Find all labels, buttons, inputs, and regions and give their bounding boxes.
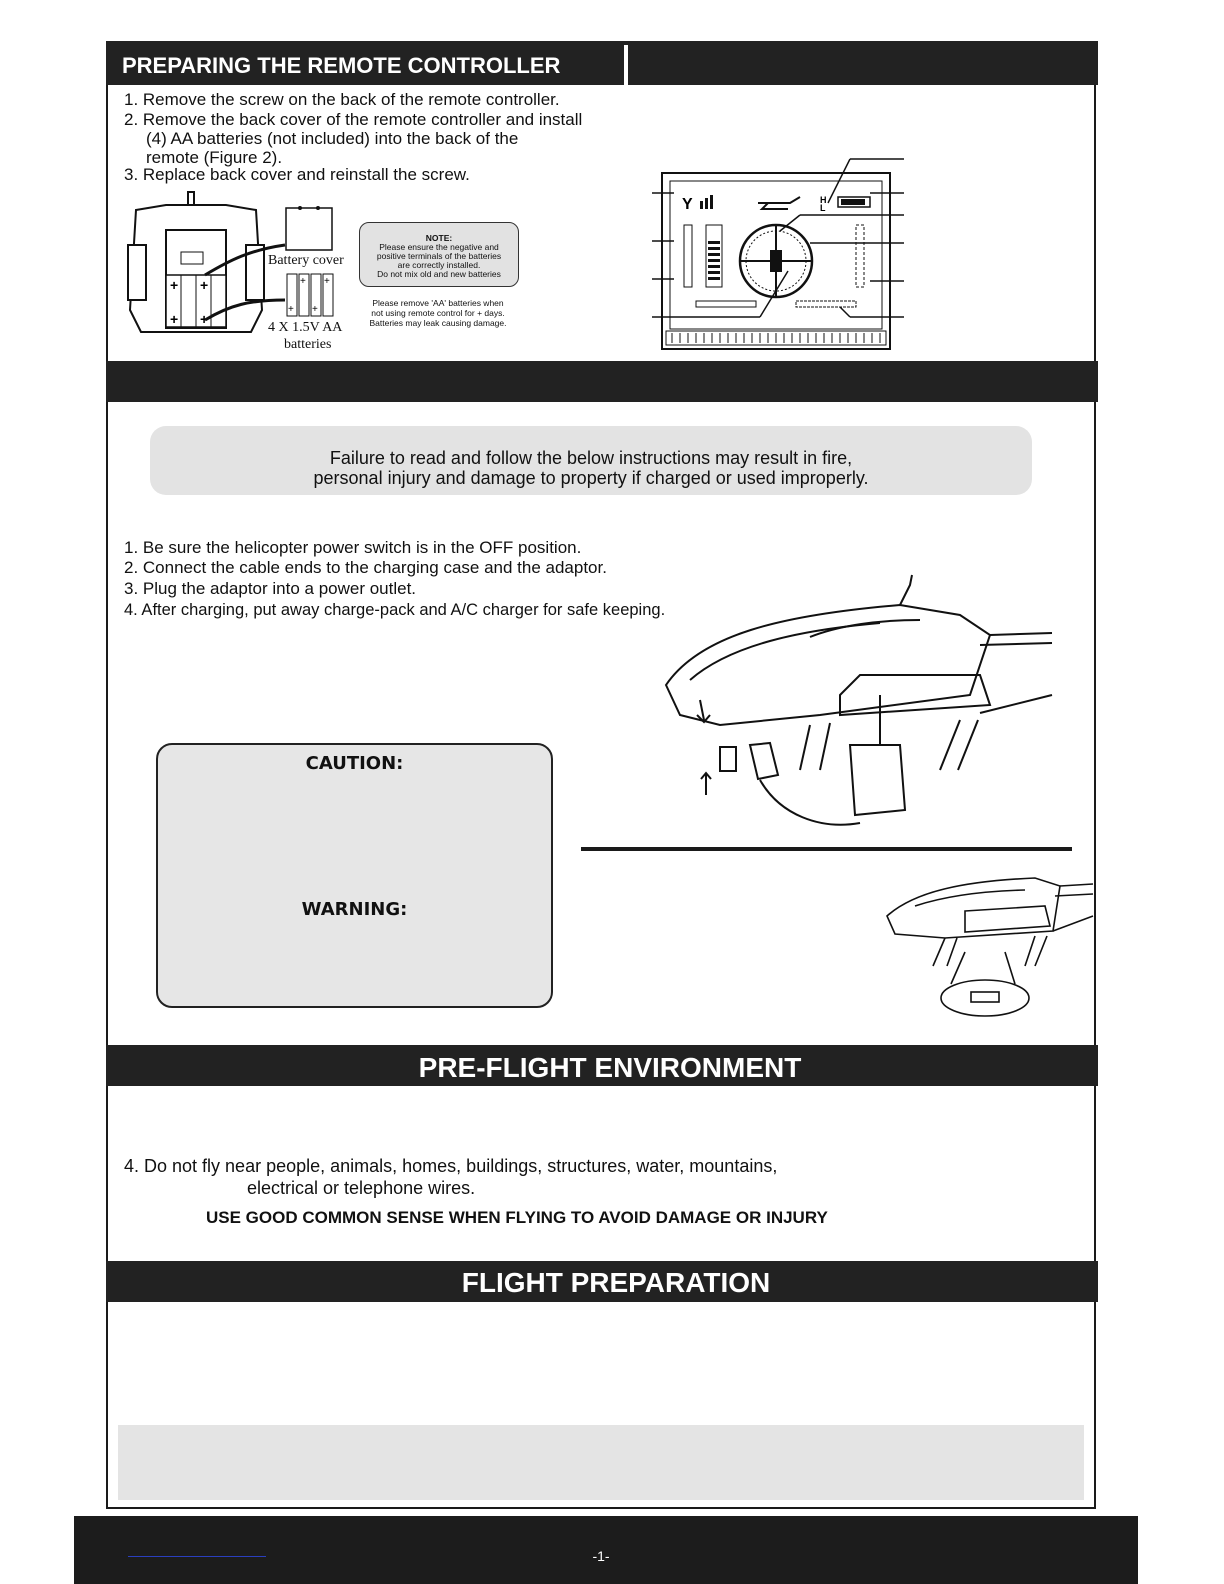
warning-label: WARNING: xyxy=(301,899,408,920)
remote-step-2c: remote (Figure 2). xyxy=(146,148,283,167)
svg-text:+: + xyxy=(200,277,209,293)
svg-text:+: + xyxy=(300,276,306,287)
note-line-3: are correctly installed. xyxy=(397,260,481,270)
remove-note-1: Please remove 'AA' batteries when xyxy=(372,298,504,308)
caution-warning-box xyxy=(156,743,553,1008)
batteries-icon xyxy=(285,272,335,318)
helicopter-charging-illustration xyxy=(660,575,1060,835)
preflight-item-4b: electrical or telephone wires. xyxy=(247,1178,476,1198)
charging-divider xyxy=(581,847,1072,851)
charging-step-1: 1. Be sure the helicopter power switch is in the OFF position. xyxy=(124,538,582,557)
remote-step-1: 1. Remove the screw on the back of the remote controller. xyxy=(124,90,560,109)
charging-warning-banner xyxy=(150,426,1032,495)
section-header-charging xyxy=(106,361,1098,402)
remove-note-3: Batteries may leak causing damage. xyxy=(369,318,507,328)
charging-step-2: 2. Connect the cable ends to the charging case and the adaptor. xyxy=(124,558,607,577)
remote-step-2b: (4) AA batteries (not included) into the back of the xyxy=(146,129,519,148)
svg-text:+: + xyxy=(200,311,209,327)
helicopter-connector-detail xyxy=(885,866,1095,1016)
note-box xyxy=(359,222,519,287)
warning-banner-line-2: personal injury and damage to property if charged or used improperly. xyxy=(313,468,869,488)
note-line-4: Do not mix old and new batteries xyxy=(377,269,501,279)
note-line-1: Please ensure the negative and xyxy=(379,242,499,252)
caution-label: CAUTION: xyxy=(305,753,404,774)
note-title: NOTE: xyxy=(425,233,453,243)
section-title-preflight: PRE-FLIGHT ENVIRONMENT xyxy=(418,1052,802,1083)
svg-text:+: + xyxy=(170,311,179,327)
svg-text:+: + xyxy=(324,276,330,287)
preflight-item-4: 4. Do not fly near people, animals, homes, buildings, structures, water, mountains, xyxy=(124,1156,778,1176)
section-header-flight-prep xyxy=(106,1261,1098,1302)
svg-text:H: H xyxy=(820,195,827,205)
charging-step-4: 4. After charging, put away charge-pack and A/C charger for safe keeping. xyxy=(124,601,666,619)
section-header-preflight xyxy=(106,1045,1098,1086)
section-title-flight-prep: FLIGHT PREPARATION xyxy=(461,1267,771,1298)
flight-prep-note-box xyxy=(118,1425,1084,1500)
footer-bar xyxy=(74,1516,1138,1584)
remote-step-3: 3. Replace back cover and reinstall the screw. xyxy=(124,165,470,184)
svg-text:+: + xyxy=(170,277,179,293)
battery-cover-label: Battery cover xyxy=(268,253,344,268)
lcd-display-diagram xyxy=(650,155,906,355)
remove-note-2: not using remote control for + days. xyxy=(371,308,505,318)
svg-text:+: + xyxy=(288,304,294,315)
batteries-label-2: batteries xyxy=(284,337,332,352)
battery-cover-icon xyxy=(285,204,335,252)
svg-text:Y: Y xyxy=(682,196,693,213)
common-sense-note: USE GOOD COMMON SENSE WHEN FLYING TO AVOID DAMAGE OR INJURY xyxy=(206,1208,828,1227)
section-header-remote xyxy=(106,41,1098,85)
charging-step-3: 3. Plug the adaptor into a power outlet. xyxy=(124,579,417,598)
note-line-2: positive terminals of the batteries xyxy=(376,251,502,261)
header-divider xyxy=(624,45,628,85)
remote-step-2: 2. Remove the back cover of the remote controller and install xyxy=(124,110,583,129)
batteries-label: 4 X 1.5V AA xyxy=(268,320,343,335)
svg-text:+: + xyxy=(312,304,318,315)
page-number: -1- xyxy=(592,1548,610,1564)
warning-banner-line-1: Failure to read and follow the below instructions may result in fire, xyxy=(329,448,853,468)
svg-text:L: L xyxy=(820,203,826,213)
section-title-remote: PREPARING THE REMOTE CONTROLLER xyxy=(122,53,561,78)
